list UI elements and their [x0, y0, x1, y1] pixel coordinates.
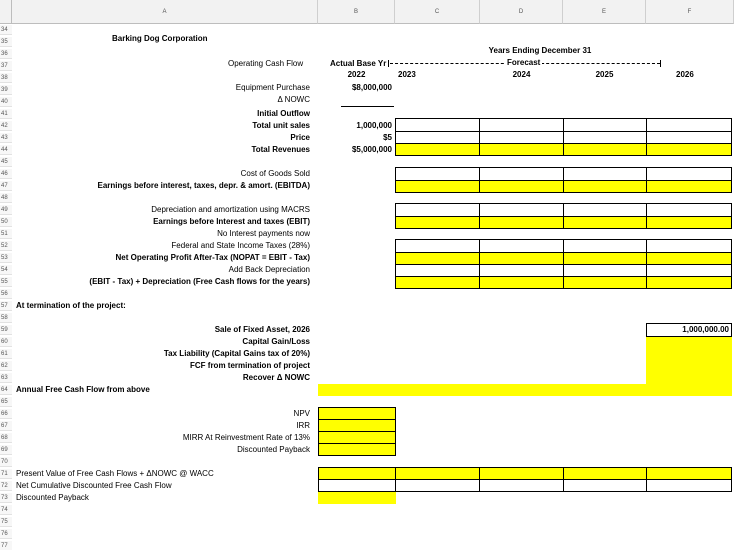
row-header[interactable]: 70: [0, 457, 12, 467]
column-header-b[interactable]: B: [318, 0, 395, 24]
column-header-a[interactable]: A: [12, 0, 318, 24]
input-c44[interactable]: [395, 143, 480, 156]
label-total-unit-sales: Total unit sales: [252, 121, 310, 130]
input-d42[interactable]: [479, 118, 564, 132]
row-header[interactable]: 34: [0, 25, 12, 35]
row-header[interactable]: 42: [0, 121, 12, 131]
label-irr: IRR: [296, 421, 310, 430]
row-header[interactable]: 53: [0, 253, 12, 263]
row-header[interactable]: 40: [0, 97, 12, 107]
value-total-revenues[interactable]: $5,000,000: [351, 145, 392, 154]
label-ebitda: Earnings before interest, taxes, depr. & amort. (EBITDA): [97, 181, 310, 190]
column-header-f[interactable]: F: [646, 0, 734, 24]
row-header[interactable]: 35: [0, 37, 12, 47]
years-ending-label: Years Ending December 31: [488, 46, 592, 55]
input-b72[interactable]: [318, 479, 396, 492]
input-d49[interactable]: [479, 203, 564, 217]
label-depreciation: Depreciation and amortization using MACRS: [151, 205, 310, 214]
label-npv: NPV: [293, 409, 310, 418]
label-add-back: Add Back Depreciation: [228, 265, 310, 274]
input-f52[interactable]: [646, 239, 732, 253]
label-delta-nowc: Δ NOWC: [277, 95, 310, 104]
row-header[interactable]: 43: [0, 133, 12, 143]
row-header[interactable]: 71: [0, 469, 12, 479]
column-header-d[interactable]: D: [480, 0, 563, 24]
label-sale-fixed-asset: Sale of Fixed Asset, 2026: [214, 325, 310, 334]
row-header[interactable]: 63: [0, 373, 12, 383]
input-c49[interactable]: [395, 203, 480, 217]
column-header-c[interactable]: C: [395, 0, 480, 24]
row-header[interactable]: 67: [0, 421, 12, 431]
label-nopat: Net Operating Profit After-Tax (NOPAT = EBIT - Tax): [115, 253, 310, 262]
label-ebit: Earnings before Interest and taxes (EBIT): [153, 217, 310, 226]
row-header[interactable]: 58: [0, 313, 12, 323]
label-initial-outflow: Initial Outflow: [257, 109, 310, 118]
row-header[interactable]: 76: [0, 529, 12, 539]
value-equipment-purchase[interactable]: $8,000,000: [351, 83, 392, 92]
label-no-interest: No Interest payments now: [217, 229, 310, 238]
select-all-corner[interactable]: [0, 0, 12, 24]
label-mirr: MIRR At Reinvestment Rate of 13%: [182, 433, 310, 442]
row-header[interactable]: 66: [0, 409, 12, 419]
input-b73[interactable]: [318, 492, 396, 504]
row-header[interactable]: 46: [0, 169, 12, 179]
row-header[interactable]: 47: [0, 181, 12, 191]
input-c72[interactable]: [395, 479, 480, 492]
input-e52[interactable]: [563, 239, 647, 253]
row-header[interactable]: 54: [0, 265, 12, 275]
input-c46[interactable]: [395, 167, 480, 181]
label-taxes: Federal and State Income Taxes (28%): [171, 241, 310, 250]
input-f47[interactable]: [646, 180, 732, 193]
row-header[interactable]: 37: [0, 61, 12, 71]
row-header[interactable]: 74: [0, 505, 12, 515]
discounted-payback-value[interactable]: [318, 443, 396, 456]
label-net-cumulative: Net Cumulative Discounted Free Cash Flow: [16, 481, 172, 490]
row-header[interactable]: 51: [0, 229, 12, 239]
row-header[interactable]: 39: [0, 85, 12, 95]
row-header[interactable]: 55: [0, 277, 12, 287]
company-title: Barking Dog Corporation: [112, 34, 208, 43]
input-f49[interactable]: [646, 203, 732, 217]
input-d72[interactable]: [479, 479, 564, 492]
actual-base-yr-label: Actual Base Yr: [330, 59, 387, 68]
input-c47[interactable]: [395, 180, 480, 193]
label-at-termination: At termination of the project:: [16, 301, 126, 310]
row-header[interactable]: 50: [0, 217, 12, 227]
input-e47[interactable]: [563, 180, 647, 193]
row-header[interactable]: 61: [0, 349, 12, 359]
label-pv-fcf: Present Value of Free Cash Flows + ΔNOWC @ WACC: [16, 469, 214, 478]
year-2023: 2023: [398, 70, 416, 79]
row-header[interactable]: 65: [0, 397, 12, 407]
operating-cash-flow-label: Operating Cash Flow: [228, 59, 304, 68]
value-price[interactable]: $5: [383, 133, 392, 142]
input-d55[interactable]: [479, 276, 564, 289]
forecast-bracket-right: [660, 60, 661, 67]
row-header[interactable]: 56: [0, 289, 12, 299]
row-header[interactable]: 60: [0, 337, 12, 347]
year-2025: 2025: [595, 70, 614, 79]
underline-nowc: [341, 106, 394, 107]
label-fcf-termination: FCF from termination of project: [190, 361, 310, 370]
row-header[interactable]: 57: [0, 301, 12, 311]
row-header[interactable]: 36: [0, 49, 12, 59]
year-2026: 2026: [676, 70, 694, 79]
value-total-unit-sales[interactable]: 1,000,000: [356, 121, 392, 130]
value-sale-fixed-2026[interactable]: 1,000,000.00: [682, 325, 729, 334]
label-discounted-payback: Discounted Payback: [237, 445, 310, 454]
input-d50[interactable]: [479, 216, 564, 229]
row-header[interactable]: 72: [0, 481, 12, 491]
input-d44[interactable]: [479, 143, 564, 156]
forecast-label: Forecast: [507, 58, 541, 67]
row-header[interactable]: 73: [0, 493, 12, 503]
label-capital-gain: Capital Gain/Loss: [242, 337, 310, 346]
label-equipment-purchase: Equipment Purchase: [235, 83, 310, 92]
row-header[interactable]: 59: [0, 325, 12, 335]
input-f72[interactable]: [646, 479, 732, 492]
label-discounted-payback-2: Discounted Payback: [16, 493, 89, 502]
input-c52[interactable]: [395, 239, 480, 253]
label-price: Price: [290, 133, 310, 142]
row-header[interactable]: 45: [0, 157, 12, 167]
input-c42[interactable]: [395, 118, 480, 132]
row-header[interactable]: 69: [0, 445, 12, 455]
input-d46[interactable]: [479, 167, 564, 181]
input-d52[interactable]: [479, 239, 564, 253]
label-tax-liability: Tax Liability (Capital Gains tax of 20%): [163, 349, 310, 358]
input-e55[interactable]: [563, 276, 647, 289]
row-header[interactable]: 38: [0, 73, 12, 83]
input-c50[interactable]: [395, 216, 480, 229]
label-total-revenues: Total Revenues: [251, 145, 310, 154]
row-header[interactable]: 68: [0, 433, 12, 443]
row-header[interactable]: 48: [0, 193, 12, 203]
label-annual-fcf: Annual Free Cash Flow from above: [16, 385, 150, 394]
input-d47[interactable]: [479, 180, 564, 193]
input-e49[interactable]: [563, 203, 647, 217]
input-c55[interactable]: [395, 276, 480, 289]
row-header[interactable]: 41: [0, 109, 12, 119]
row-header[interactable]: 64: [0, 385, 12, 395]
forecast-bracket-left: [388, 60, 389, 67]
year-2024: 2024: [512, 70, 531, 79]
input-e50[interactable]: [563, 216, 647, 229]
label-cogs: Cost of Goods Sold: [240, 169, 310, 178]
row-header[interactable]: 75: [0, 517, 12, 527]
input-e44[interactable]: [563, 143, 647, 156]
row-header[interactable]: 49: [0, 205, 12, 215]
input-e72[interactable]: [563, 479, 647, 492]
row-header[interactable]: 77: [0, 541, 12, 550]
input-f50[interactable]: [646, 216, 732, 229]
input-f44[interactable]: [646, 143, 732, 156]
column-header-e[interactable]: E: [563, 0, 646, 24]
input-e46[interactable]: [563, 167, 647, 181]
input-f46[interactable]: [646, 167, 732, 181]
annual-fcf-yellow-row[interactable]: [318, 384, 732, 396]
label-recover-nowc: Recover Δ NOWC: [242, 373, 310, 382]
year-2022: 2022: [347, 70, 366, 79]
row-header[interactable]: 44: [0, 145, 12, 155]
input-e42[interactable]: [563, 118, 647, 132]
row-header[interactable]: 62: [0, 361, 12, 371]
input-f55[interactable]: [646, 276, 732, 289]
row-header[interactable]: 52: [0, 241, 12, 251]
input-f42[interactable]: [646, 118, 732, 132]
label-fcf: (EBIT - Tax) + Depreciation (Free Cash flows for the years): [89, 277, 310, 286]
